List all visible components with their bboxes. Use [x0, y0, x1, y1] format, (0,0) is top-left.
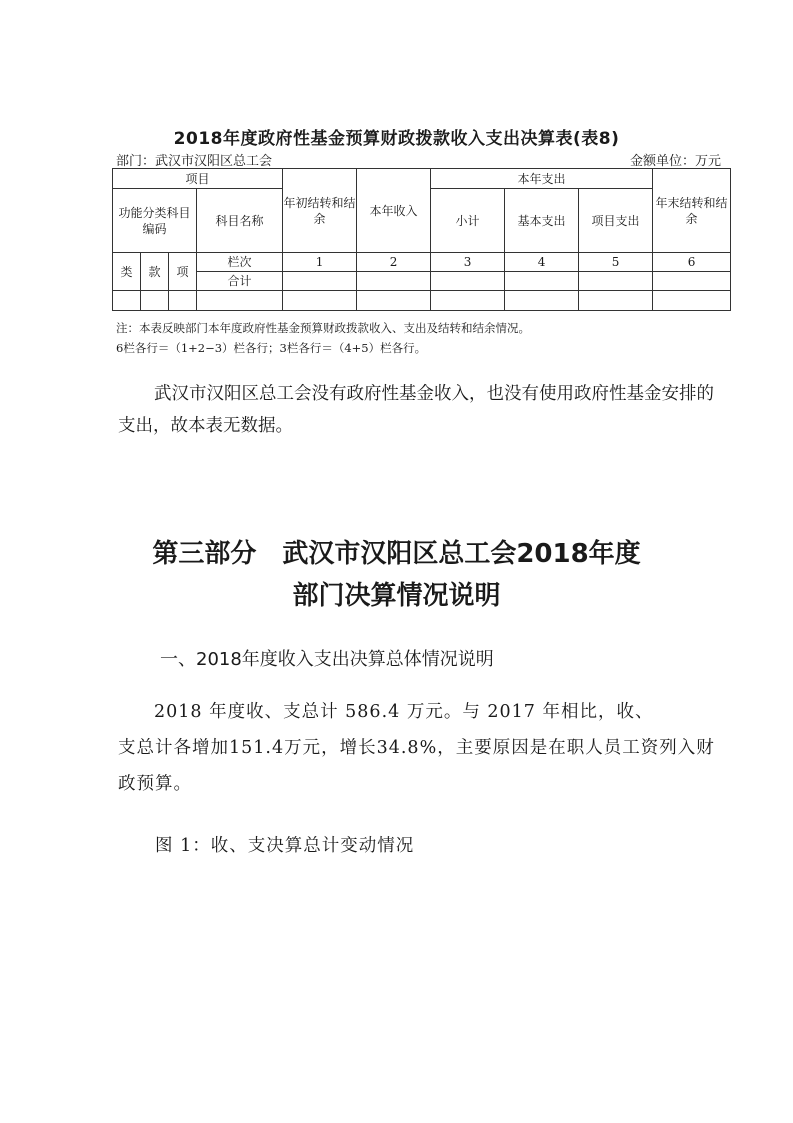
section-title-line-1: 第三部分 武汉市汉阳区总工会2018年度 [152, 539, 641, 569]
header-project: 项目 [113, 169, 283, 189]
table-cell [283, 291, 357, 311]
col-number-2: 2 [357, 253, 431, 272]
table-cell [113, 291, 141, 311]
figure-caption: 图 1：收、支决算总计变动情况 [155, 836, 415, 856]
fund-budget-table [112, 168, 731, 311]
table-cell [141, 291, 169, 311]
unit-label: 金额单位：万元 [629, 154, 721, 169]
overview-paragraph [118, 694, 718, 802]
overview-rest: 支总计各增加151.4万元，增长34.8%，主要原因是在职人员工资列入财政预算。 [118, 738, 715, 794]
table-cell [283, 272, 357, 291]
table-cell [197, 291, 283, 311]
table-cell [357, 291, 431, 311]
table-cell [357, 272, 431, 291]
table-cell [505, 272, 579, 291]
header-begin-balance: 年初结转和结余 [283, 169, 357, 253]
cell-xiang: 项 [169, 253, 197, 291]
cell-kuan: 款 [141, 253, 169, 291]
section-title-line-2: 部门决算情况说明 [292, 581, 501, 611]
table-cell [579, 272, 653, 291]
cell-lanci: 栏次 [197, 253, 283, 272]
table-title: 2018年度政府性基金预算财政拨款收入支出决算表(表8) [173, 129, 620, 149]
col-number-1: 1 [283, 253, 357, 272]
col-number-6: 6 [653, 253, 731, 272]
explanation-paragraph: 武汉市汉阳区总工会没有政府性基金收入，也没有使用政府性基金安排的支出，故本表无数据。 [118, 384, 714, 436]
header-subject-name: 科目名称 [197, 189, 283, 253]
table-cell [431, 291, 505, 311]
header-subtotal: 小计 [431, 189, 505, 253]
table-cell [579, 291, 653, 311]
header-func-code: 功能分类科目编码 [113, 189, 197, 253]
table-cell [653, 291, 731, 311]
table-cell [653, 272, 731, 291]
header-income: 本年收入 [357, 169, 431, 253]
table-note-2: 6栏各行＝（1+2−3）栏各行；3栏各行＝（4+5）栏各行。 [116, 341, 427, 355]
table-note-1: 注：本表反映部门本年度政府性基金预算财政拨款收入、支出及结转和结余情况。 [116, 321, 530, 335]
cell-total: 合计 [197, 272, 283, 291]
subheading: 一、2018年度收入支出决算总体情况说明 [160, 649, 494, 670]
col-number-5: 5 [579, 253, 653, 272]
header-project-expense: 项目支出 [579, 189, 653, 253]
overview-line-1: 2018 年度收、支总计 586.4 万元。与 2017 年相比，收、 [154, 702, 654, 722]
header-basic-expense: 基本支出 [505, 189, 579, 253]
department-label: 部门：武汉市汉阳区总工会 [116, 154, 273, 169]
cell-lei: 类 [113, 253, 141, 291]
table-cell [505, 291, 579, 311]
header-end-balance: 年末结转和结余 [653, 169, 731, 253]
table-cell [169, 291, 197, 311]
table-cell [431, 272, 505, 291]
header-expense: 本年支出 [431, 169, 653, 189]
col-number-4: 4 [505, 253, 579, 272]
col-number-3: 3 [431, 253, 505, 272]
